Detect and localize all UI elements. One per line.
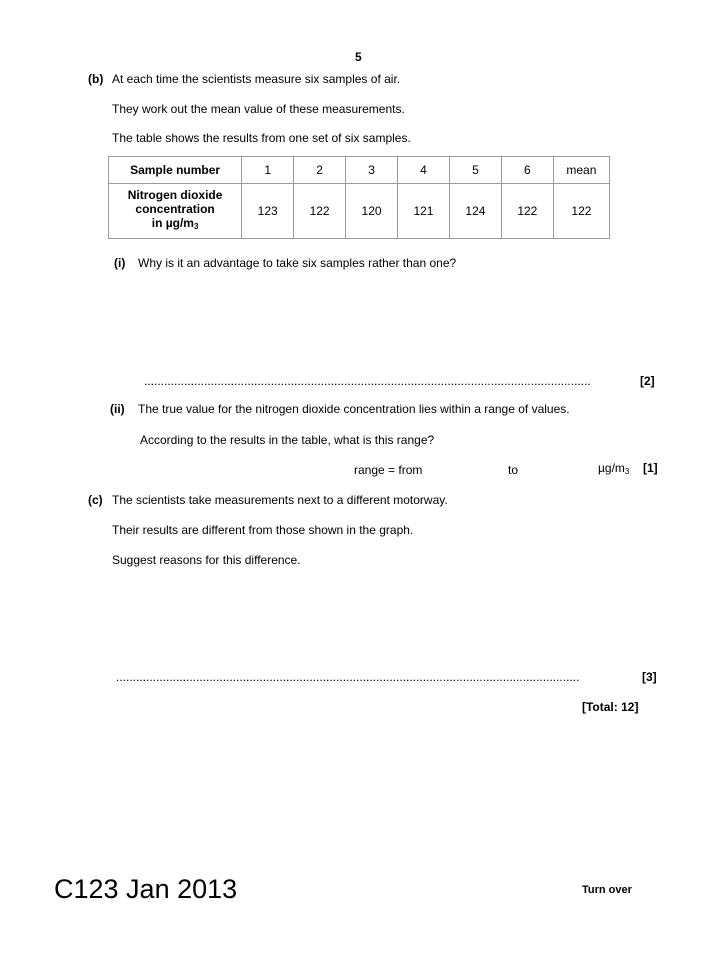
turn-over-label: Turn over [582,884,632,896]
part-c-line3: Suggest reasons for this difference. [112,553,301,567]
part-c-line2: Their results are different from those shown in the graph. [112,523,414,537]
table-cell-mean: 122 [553,184,609,239]
table-cell: 122 [294,184,346,239]
marks-b-i: [2] [640,374,655,388]
part-b-i-label: (i) [114,256,126,270]
marks-c: [3] [642,670,657,684]
header-line: concentration [135,202,215,216]
table-cell: 122 [501,184,553,239]
table-cell: 4 [398,157,450,184]
part-b-ii-line1: The true value for the nitrogen dioxide concentration lies within a range of values. [138,402,570,416]
table-cell: 3 [346,157,398,184]
part-b-label: (b) [88,72,104,86]
part-c-line1: The scientists take measurements next to a different motorway. [112,493,448,507]
table-cell: 2 [294,157,346,184]
part-b-ii-label: (ii) [110,402,125,416]
paper-code: C123 Jan 2013 [54,874,238,904]
part-b-ii-line2: According to the results in the table, what is this range? [140,433,435,447]
table-cell: 6 [501,157,553,184]
total-marks: [Total: 12] [582,700,639,714]
part-b-line2: They work out the mean value of these measurements. [112,102,405,116]
table-cell: 1 [242,157,294,184]
answer-line-b-i[interactable]: ...................................................................................................................................... [144,374,591,388]
table-cell: 120 [346,184,398,239]
part-b-line3: The table shows the results from one set of six samples. [112,131,411,145]
results-table [108,156,610,239]
part-c-label: (c) [88,493,103,507]
range-unit: $\mu g/m_3$ [598,461,630,476]
table-cell: 5 [449,157,501,184]
table-cell: 124 [449,184,501,239]
page-number: 5 [355,50,362,64]
table-row-sample-number [109,157,610,184]
range-from-label: range = from [354,463,423,477]
table-cell: 121 [398,184,450,239]
header-line: Nitrogen dioxide [127,188,223,202]
range-to-input[interactable] [526,463,586,477]
table-cell: 123 [242,184,294,239]
part-b-line1: At each time the scientists measure six samples of air. [112,72,401,86]
range-from-input[interactable] [434,463,500,477]
answer-line-c[interactable]: ........................................................................................................................................... [116,670,580,684]
table-row-concentration [109,184,610,239]
range-to-label: to [508,463,519,477]
table-header-sample-number: Sample number [109,157,242,184]
table-header-concentration [109,184,242,239]
part-b-i-question: Why is it an advantage to take six samples rather than one? [138,256,457,270]
table-cell-mean-label: mean [553,157,609,184]
header-line-unit: in $\mu g/m_3$ [151,216,199,231]
marks-b-ii: [1] [643,461,658,475]
